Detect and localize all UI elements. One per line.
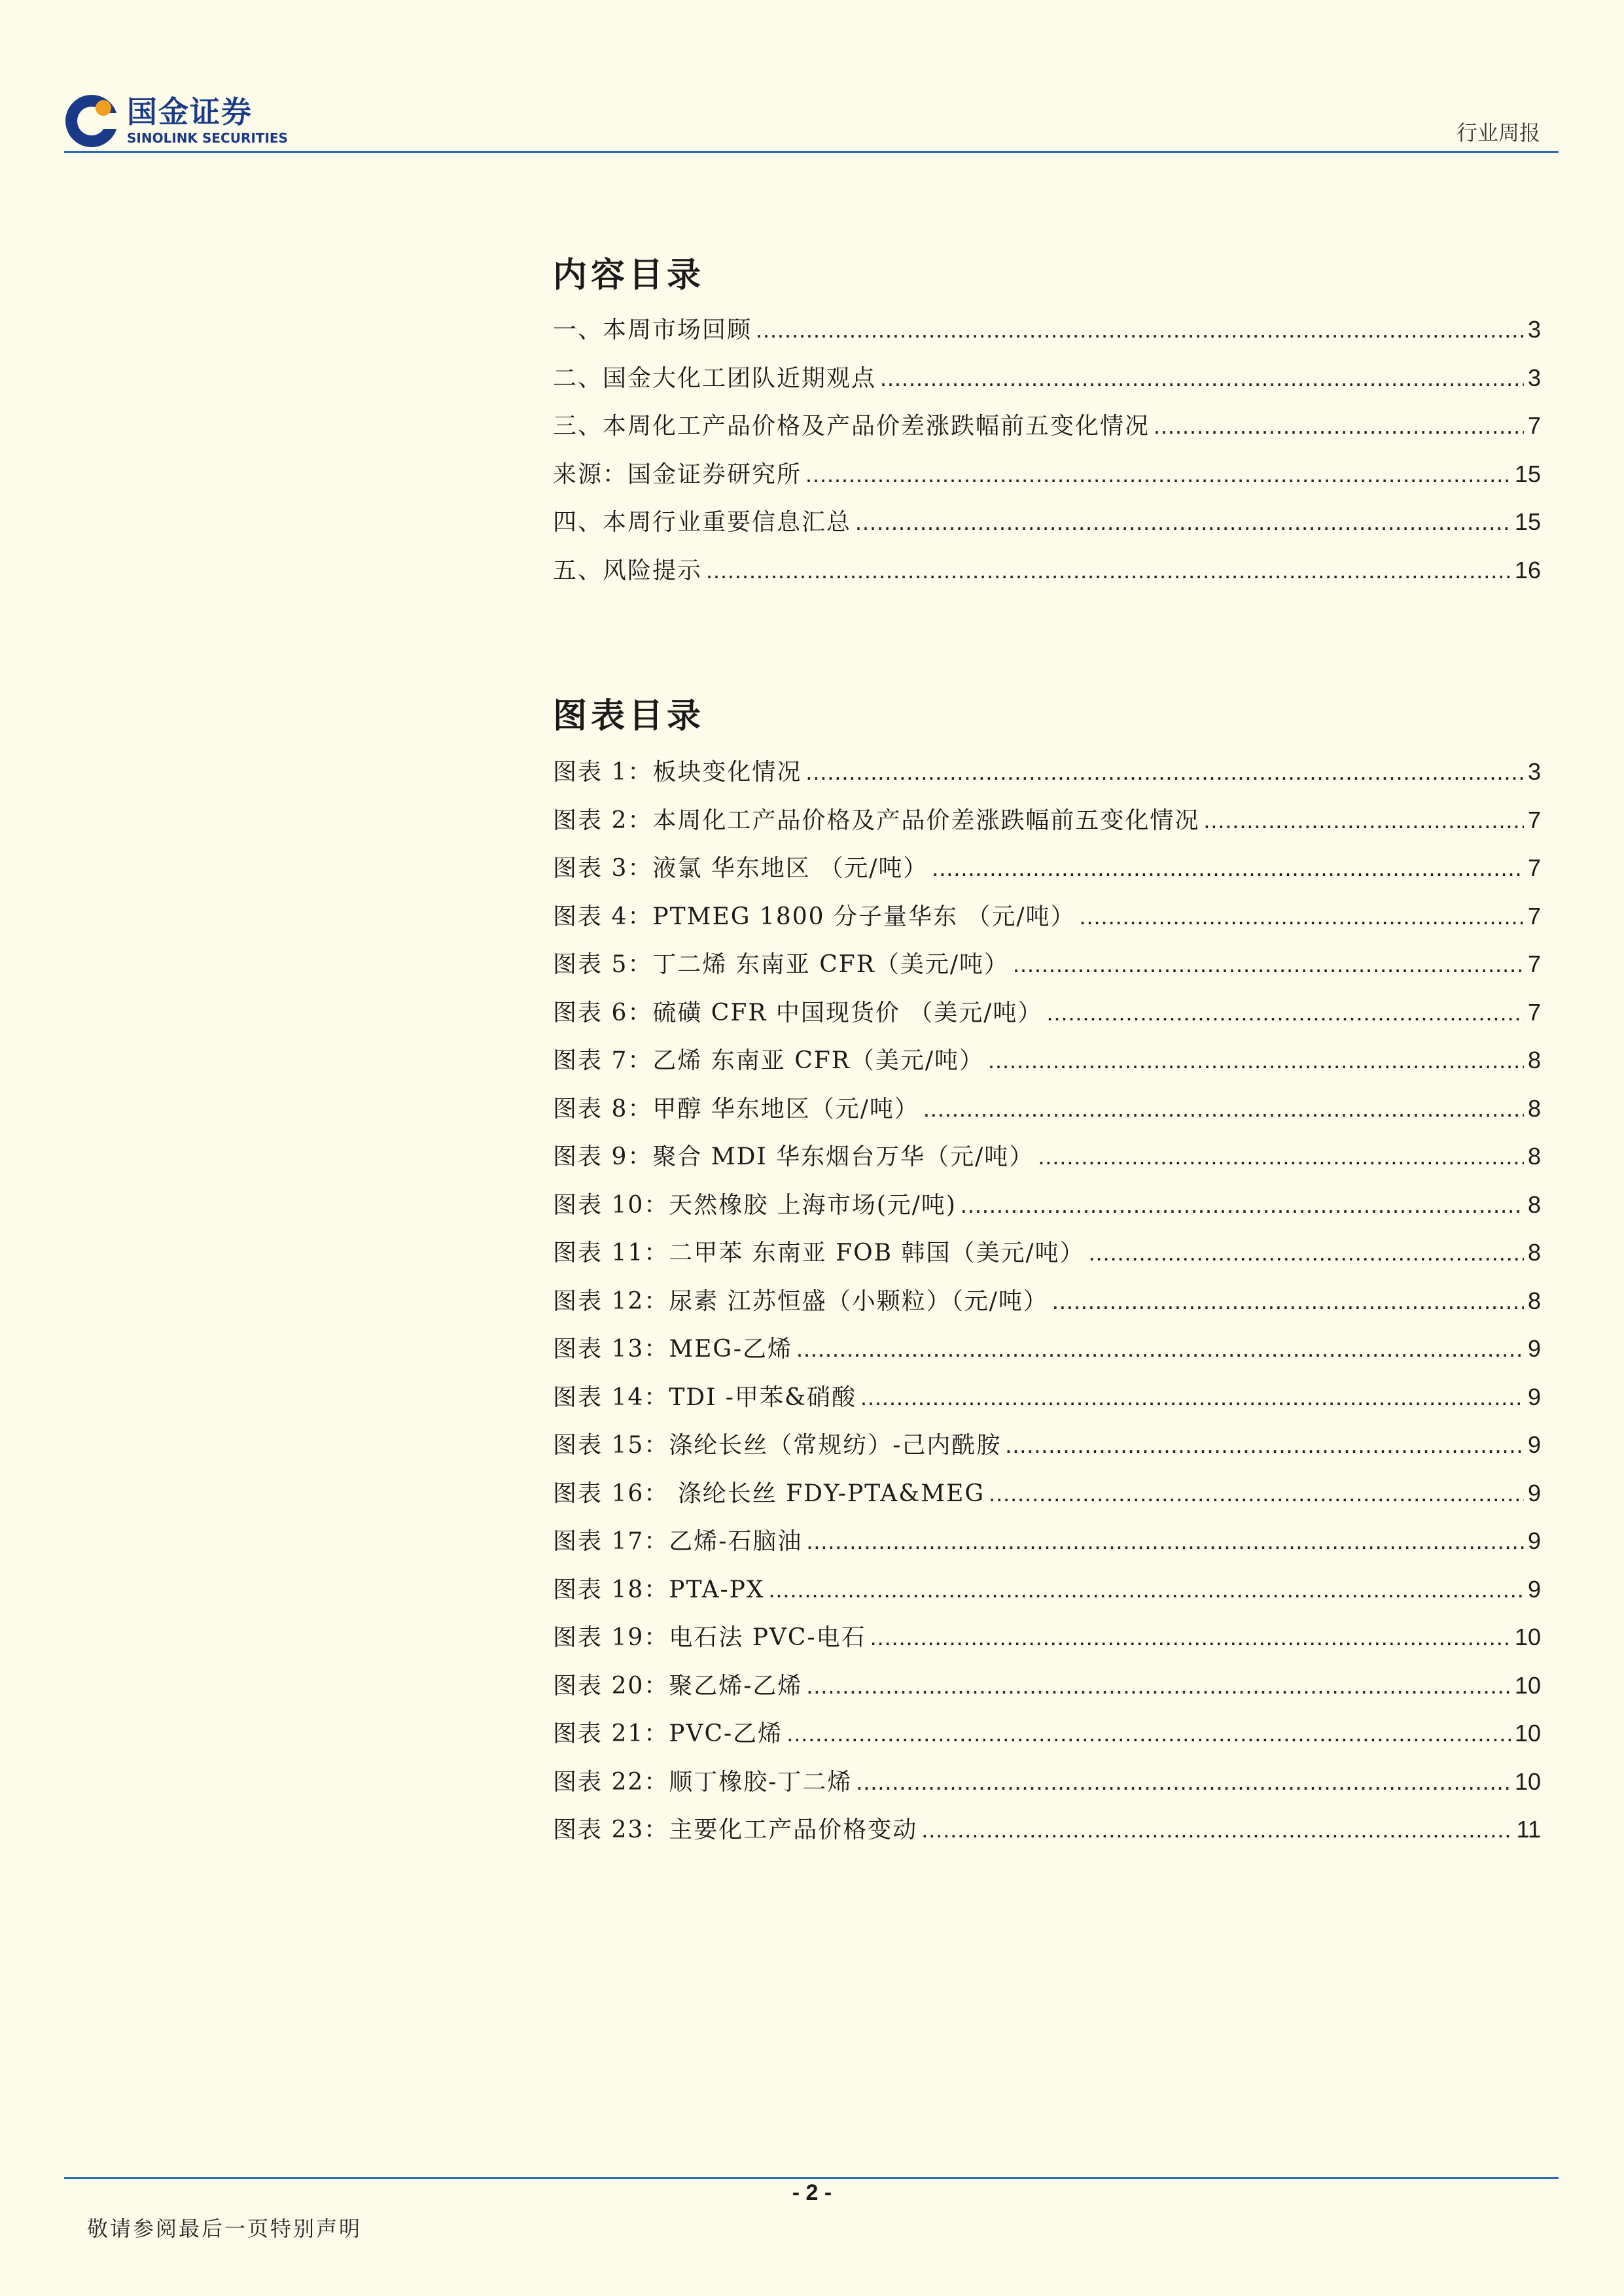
dot-leader <box>796 1325 1524 1373</box>
figure-entry-page: 7 <box>1527 806 1541 833</box>
dot-leader <box>806 1661 1511 1710</box>
figure-entry-text: 图表 7：乙烯 东南亚 CFR（美元/吨） <box>553 1047 984 1074</box>
company-logo <box>64 94 294 148</box>
toc-entry[interactable] <box>553 305 1541 354</box>
figure-entry-text: 图表 11：二甲苯 东南亚 FOB 韩国（美元/吨） <box>553 1240 1085 1266</box>
dot-leader <box>1005 1421 1524 1469</box>
figure-entry-text: 图表 9：聚合 MDI 华东烟台万华（元/吨） <box>553 1143 1034 1170</box>
dot-leader <box>989 1469 1524 1518</box>
toc-entry-page: 3 <box>1527 364 1541 391</box>
footer-disclaimer: 敬请参阅最后一页特别声明 <box>87 2216 362 2241</box>
dot-leader <box>1203 796 1524 844</box>
toc-entry-text: 四、本周行业重要信息汇总 <box>553 509 852 536</box>
dot-leader <box>1038 1132 1524 1181</box>
figure-entry-page: 9 <box>1527 1527 1541 1554</box>
figure-entry-text: 图表 10：天然橡胶 上海市场(元/吨) <box>553 1191 957 1219</box>
header-divider <box>64 151 1559 153</box>
figure-entry-text: 图表 13：MEG-乙烯 <box>553 1336 792 1363</box>
figure-entry-text: 图表 1：板块变化情况 <box>553 759 802 786</box>
figure-entry[interactable] <box>553 940 1541 988</box>
toc-entry-page: 15 <box>1514 508 1541 535</box>
toc-entry[interactable] <box>553 450 1541 498</box>
figure-entry[interactable] <box>553 1758 1541 1806</box>
toc-entry-page: 3 <box>1527 316 1541 343</box>
figure-entry[interactable] <box>553 1469 1541 1518</box>
toc-entry[interactable] <box>553 354 1541 402</box>
figure-entry-text: 图表 14：TDI -甲苯&硝酸 <box>553 1383 857 1411</box>
dot-leader <box>856 1758 1511 1806</box>
toc-entry-text: 三、本周化工产品价格及产品价差涨跌幅前五变化情况 <box>553 413 1150 440</box>
dot-leader <box>880 354 1524 402</box>
toc-entry-text: 一、本周市场回顾 <box>553 317 752 343</box>
contents-title: 内容目录 <box>553 255 705 295</box>
figure-entry-page: 7 <box>1527 854 1541 881</box>
figure-entry-page: 9 <box>1527 1383 1541 1410</box>
dot-leader <box>1154 402 1524 450</box>
figure-entry-text: 图表 23：主要化工产品价格变动 <box>553 1817 918 1843</box>
dot-leader <box>988 1036 1524 1085</box>
dot-leader <box>805 450 1511 498</box>
figure-entry-page: 10 <box>1514 1767 1541 1795</box>
logo-chinese-name: 国金证券 <box>127 94 253 130</box>
dot-leader <box>769 1565 1524 1614</box>
page-number: - 2 - <box>792 2180 832 2205</box>
figure-entry-text: 图表 2：本周化工产品价格及产品价差涨跌幅前五变化情况 <box>553 807 1200 834</box>
figure-entry-page: 9 <box>1527 1335 1541 1362</box>
figure-entry[interactable] <box>553 1613 1541 1661</box>
figure-entry-text: 图表 18：PTA-PX <box>553 1576 765 1603</box>
toc-entry[interactable] <box>553 498 1541 546</box>
dot-leader <box>1046 988 1524 1037</box>
figure-entry-page: 3 <box>1527 758 1541 785</box>
figure-entry[interactable] <box>553 1085 1541 1133</box>
figure-entry[interactable] <box>553 1325 1541 1373</box>
figure-entry[interactable] <box>553 844 1541 892</box>
figure-entry[interactable] <box>553 1036 1541 1085</box>
dot-leader <box>1080 892 1524 941</box>
figure-entry[interactable] <box>553 988 1541 1037</box>
figure-entry-page: 7 <box>1527 902 1541 930</box>
toc-entry-text: 二、国金大化工团队近期观点 <box>553 364 877 392</box>
figure-entry-page: 9 <box>1527 1479 1541 1506</box>
figure-entry-text: 图表 20：聚乙烯-乙烯 <box>553 1672 803 1699</box>
figure-entry-text: 图表 16： 涤纶长丝 FDY-PTA&MEG <box>553 1480 985 1507</box>
figure-entry-page: 9 <box>1527 1431 1541 1458</box>
dot-leader <box>805 748 1524 796</box>
figure-entry[interactable] <box>553 1277 1541 1325</box>
figure-entry-page: 8 <box>1527 1094 1541 1122</box>
figure-entry-text: 图表 15：涤纶长丝（常规纺）-己内酰胺 <box>553 1432 1002 1459</box>
figure-entry[interactable] <box>553 1421 1541 1469</box>
contents-list <box>553 305 1541 594</box>
dot-leader <box>706 546 1511 595</box>
figure-entry-page: 8 <box>1527 1239 1541 1266</box>
figure-entry-text: 图表 6：硫磺 CFR 中国现货价 （美元/吨） <box>553 999 1043 1026</box>
dot-leader <box>921 1805 1512 1854</box>
figure-entry-page: 11 <box>1516 1816 1541 1843</box>
figure-entry-page: 10 <box>1514 1671 1541 1699</box>
figure-entry[interactable] <box>553 1709 1541 1758</box>
toc-entry-page: 7 <box>1527 412 1541 439</box>
dot-leader <box>932 844 1524 892</box>
figure-entry[interactable] <box>553 1373 1541 1421</box>
figure-entry[interactable] <box>553 1517 1541 1565</box>
figure-entry[interactable] <box>553 1181 1541 1229</box>
figure-entry-text: 图表 5：丁二烯 东南亚 CFR（美元/吨） <box>553 951 1009 978</box>
toc-entry[interactable] <box>553 402 1541 450</box>
footer-divider <box>64 2177 1559 2179</box>
toc-entry-page: 16 <box>1514 556 1541 583</box>
dot-leader <box>756 305 1524 354</box>
figure-entry-page: 8 <box>1527 1191 1541 1218</box>
figure-entry[interactable] <box>553 892 1541 941</box>
figure-entry-page: 10 <box>1514 1624 1541 1650</box>
dot-leader <box>923 1085 1524 1133</box>
figure-entry[interactable] <box>553 1132 1541 1181</box>
figure-entry-text: 图表 17：乙烯-石脑油 <box>553 1528 803 1555</box>
logo-english-name: SINOLINK SECURITIES <box>127 130 288 146</box>
figure-entry[interactable] <box>553 796 1541 844</box>
sinolink-logo-icon <box>64 94 119 148</box>
dot-leader <box>786 1709 1511 1758</box>
figure-entry-text: 图表 22：顺丁橡胶-丁二烯 <box>553 1768 853 1796</box>
dot-leader <box>806 1517 1524 1565</box>
figure-entry-text: 图表 12：尿素 江苏恒盛（小颗粒）（元/吨） <box>553 1287 1048 1315</box>
figure-entry-page: 8 <box>1527 1143 1541 1170</box>
dot-leader <box>855 498 1511 546</box>
toc-entry[interactable] <box>553 546 1541 595</box>
dot-leader <box>1089 1228 1524 1277</box>
report-type-label: 行业周报 <box>1456 120 1540 145</box>
toc-entry-text: 来源：国金证券研究所 <box>553 461 802 488</box>
figure-entry-page: 10 <box>1514 1720 1541 1747</box>
dot-leader <box>870 1613 1511 1661</box>
figure-entry-page: 7 <box>1527 950 1541 977</box>
figure-entry-page: 8 <box>1527 1287 1541 1314</box>
dot-leader <box>1013 940 1524 988</box>
figure-entry[interactable] <box>553 1565 1541 1614</box>
figure-entry[interactable] <box>553 1661 1541 1710</box>
figure-entry-text: 图表 4：PTMEG 1800 分子量华东 （元/吨） <box>553 903 1076 930</box>
figure-entry-text: 图表 8：甲醇 华东地区（元/吨） <box>553 1095 919 1122</box>
figures-list <box>553 748 1541 1854</box>
dot-leader <box>961 1181 1524 1229</box>
figure-entry-page: 8 <box>1527 1047 1541 1073</box>
dot-leader <box>860 1373 1524 1421</box>
toc-entry-page: 15 <box>1514 460 1541 487</box>
figure-entry-text: 图表 3：液氯 华东地区 （元/吨） <box>553 855 928 882</box>
figure-entry-text: 图表 21：PVC-乙烯 <box>553 1720 783 1747</box>
toc-entry-text: 五、风险提示 <box>553 557 703 584</box>
figures-title: 图表目录 <box>553 696 705 736</box>
figure-entry-text: 图表 19：电石法 PVC-电石 <box>553 1624 866 1651</box>
figure-entry-page: 9 <box>1527 1575 1541 1603</box>
figure-entry[interactable] <box>553 1228 1541 1277</box>
figure-entry-page: 7 <box>1527 998 1541 1026</box>
figure-entry[interactable] <box>553 1805 1541 1854</box>
dot-leader <box>1052 1277 1524 1325</box>
figure-entry[interactable] <box>553 748 1541 796</box>
